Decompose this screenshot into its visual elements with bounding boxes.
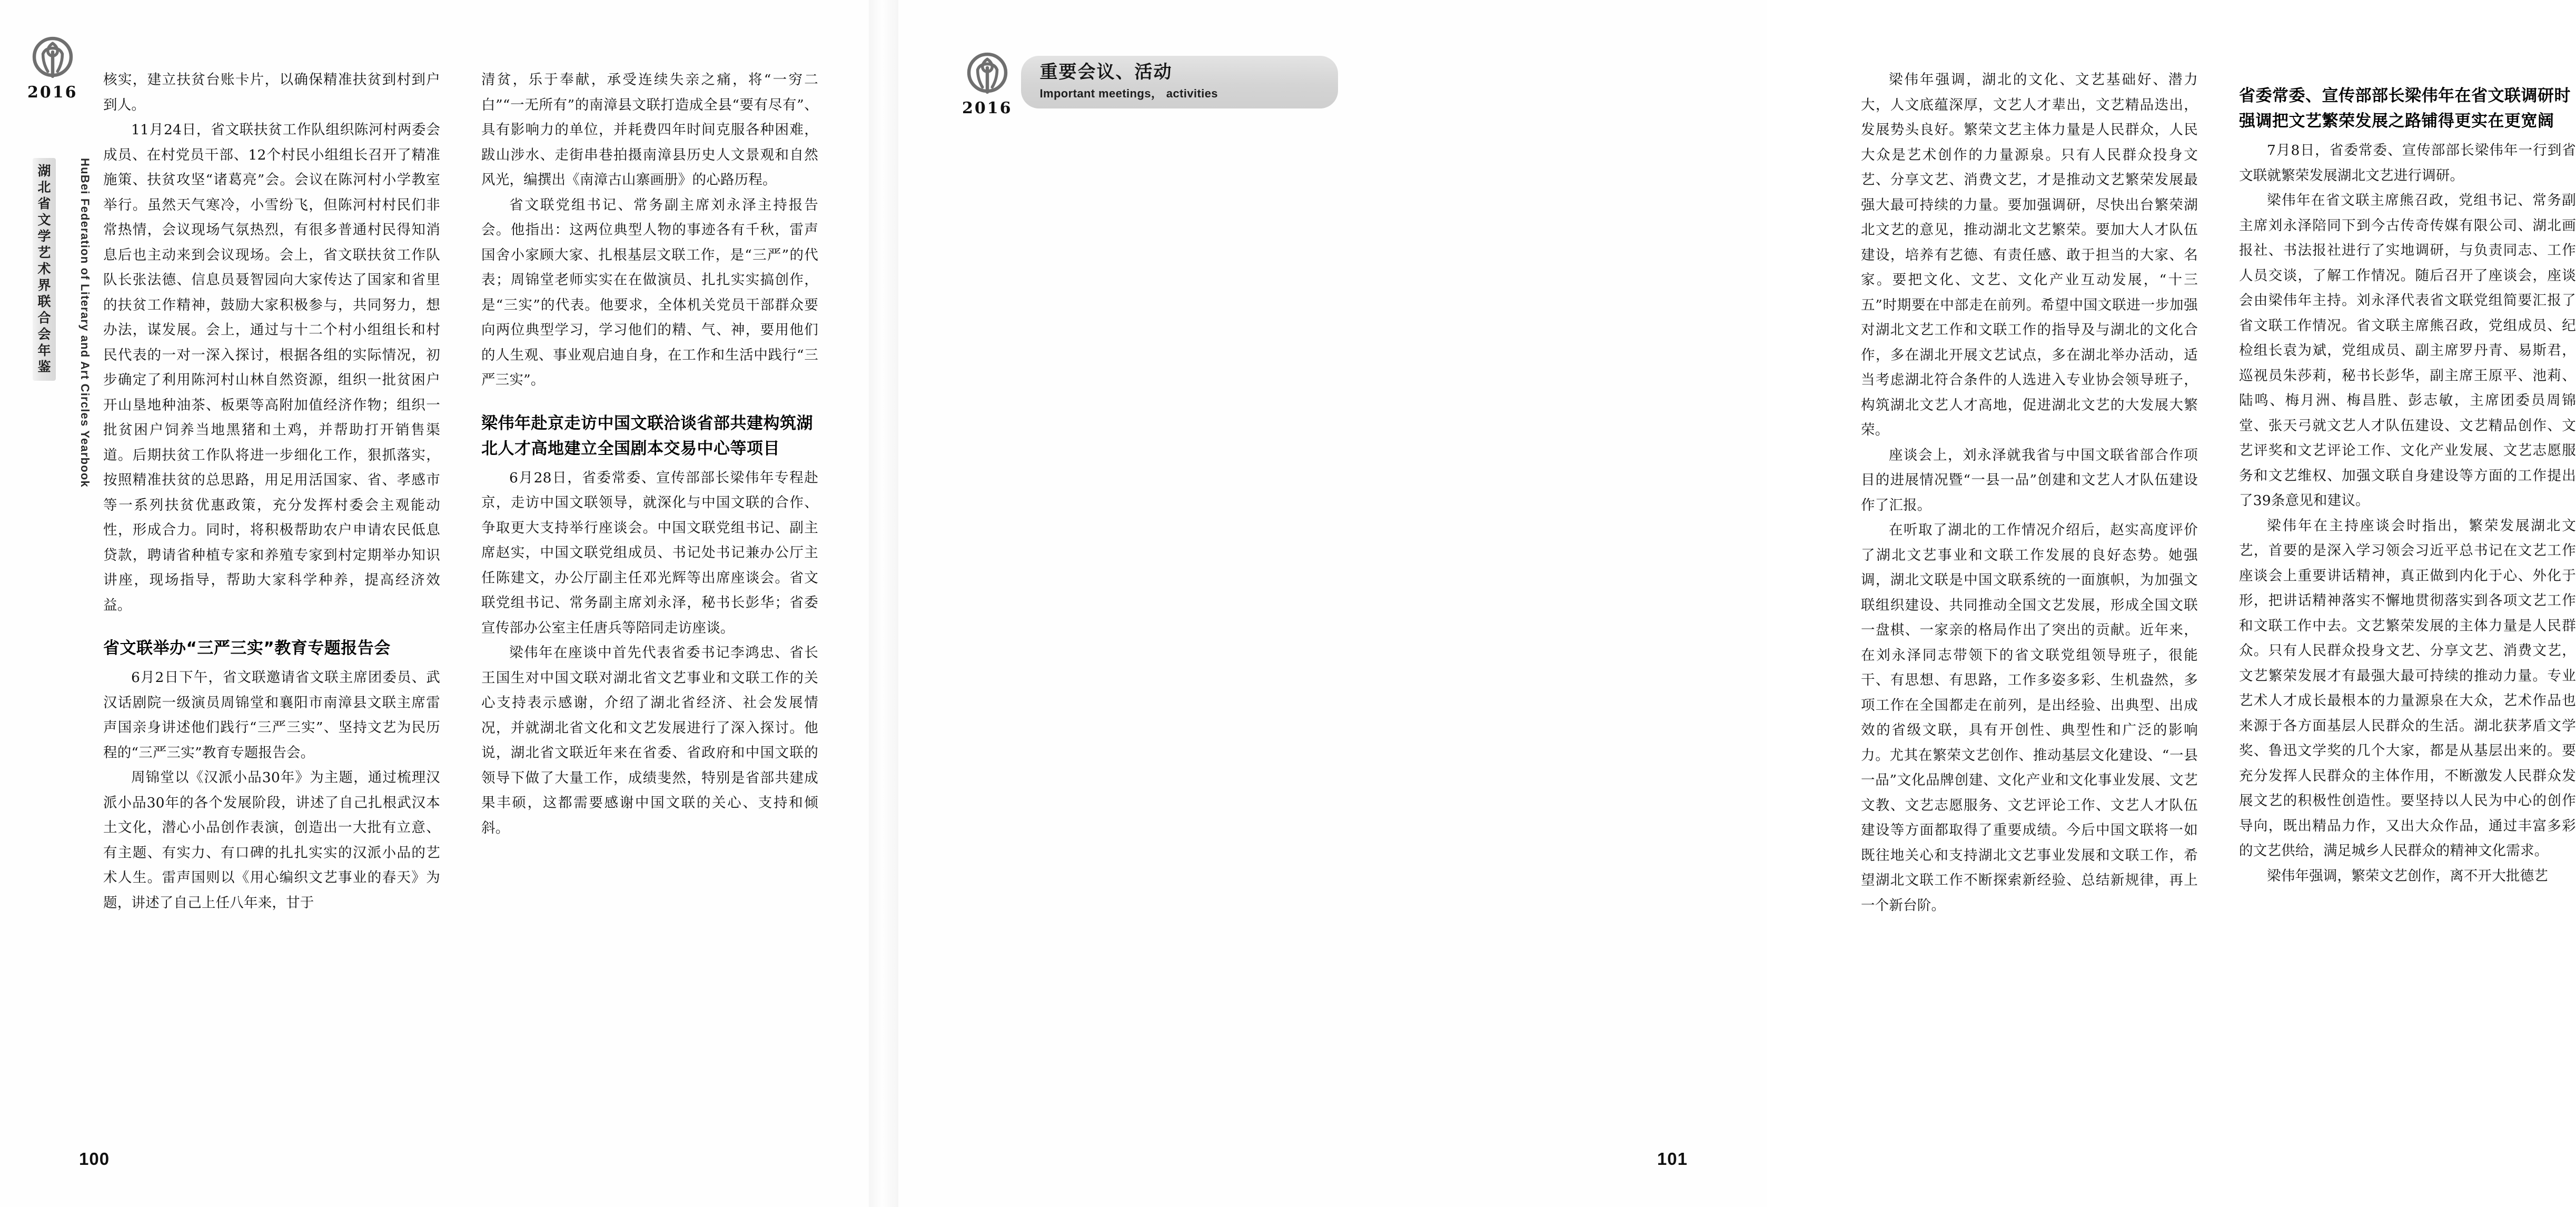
- logo-year-label: 2016: [27, 83, 78, 102]
- spine-char: 省: [37, 196, 51, 211]
- spine-char: 学: [37, 229, 51, 244]
- spine-char: 艺: [37, 245, 51, 260]
- paragraph: 梁伟年在座谈中首先代表省委书记李鸿忠、省长王国生对中国文联对湖北省文艺事业和文联工作的关心支持表示感谢，介绍了湖北省经济、社会发展情况，并就湖北省文化和文艺发展进行了深入探讨。他说，湖北省文联近年来在省委、省政府和中国文联的领导下做了大量工作，成绩斐然，特别是省部共建成果丰硕，这都需要感谢中国文联的关心、支持和倾斜。: [481, 645, 818, 836]
- left-column-1: [103, 67, 440, 915]
- federation-emblem-icon: [963, 48, 1012, 97]
- spine-chinese-title: [33, 158, 56, 381]
- spine-char: 北: [37, 180, 51, 195]
- right-page-columns: [1861, 67, 2576, 918]
- running-head: [962, 48, 1338, 117]
- spine-char: 湖: [37, 163, 51, 179]
- right-column-1: [1861, 67, 2198, 918]
- spine-char: 界: [37, 278, 51, 293]
- paragraph: 7月8日，省委常委、宣传部部长梁伟年一行到省文联就繁荣发展湖北文艺进行调研。: [2239, 142, 2576, 184]
- paragraph: 梁伟年强调，湖北的文化、文艺基础好、潜力大，人文底蕴深厚，文艺人才辈出，文艺精品迭出，发展势头良好。繁荣文艺主体力量是人民群众，人民大众是艺术创作的力量源泉。只有人民群众投身文艺、分享文艺、消费文艺，才是推动文艺繁荣发展最强大最可持续的力量。要加强调研，尽快出台繁荣湖北文艺的意见，推动湖北文艺繁荣。要加大人才队伍建设，培养有艺德、有责任感、敢于担当的大家、名家。要把文化、文艺、文化产业互动发展，“十三五”时期要在中部走在前列。希望中国文联进一步加强对湖北文艺工作和文联工作的指导及与湖北的文化合作，多在湖北开展文艺试点，多在湖北举办活动，适当考虑湖北符合条件的人选进入专业协会领导班子，构筑湖北文艺人才高地，促进湖北文艺的大发展大繁荣。: [1861, 72, 2198, 438]
- spine-char: 鉴: [37, 359, 51, 374]
- paragraph: 6月2日下午，省文联邀请省文联主席团委员、武汉话剧院一级演员周锦堂和襄阳市南漳县文联主席雷声国亲身讲述他们践行“三严三实”、坚持文艺为民历程的“三严三实”教育专题报告会。: [103, 669, 440, 761]
- page-number-right: 101: [1657, 1149, 1688, 1169]
- paragraph: 梁伟年在省文联主席熊召政，党组书记、常务副主席刘永泽陪同下到今古传奇传媒有限公司、湖北画报社、书法报社进行了实地调研，与负责同志、工作人员交谈，了解工作情况。随后召开了座谈会，座谈会由梁伟年主持。刘永泽代表省文联党组简要汇报了省文联工作情况。省文联主席熊召政，党组成员、纪检组长袁为斌，党组成员、副主席罗丹青、易斯君，巡视员朱莎莉，秘书长彭华，副主席王原平、池莉、陆鸣、梅月洲、梅昌胜、彭志敏，主席团委员周锦堂、张天弓就文艺人才队伍建设、文艺精品创作、文艺评奖和文艺评论工作、文化产业发展、文艺志愿服务和文艺维权、加强文联自身建设等方面的工作提出了39条意见和建议。: [2239, 192, 2576, 509]
- yearbook-logo: [27, 33, 78, 102]
- section-heading: 省委常委、宣传部部长梁伟年在省文联调研时强调把文艺繁荣发展之路铺得更实在更宽阔: [2239, 86, 2571, 131]
- spine-char: 术: [37, 261, 51, 276]
- yearbook-logo: [962, 48, 1013, 117]
- spine-char: 会: [37, 327, 51, 342]
- paragraph: 座谈会上，刘永泽就我省与中国文联省部合作项目的进展情况暨“一县一品”创建和文艺人才队伍建设作了汇报。: [1861, 447, 2198, 513]
- paragraph: 梁伟年强调，繁荣文艺创作，离不开大批德艺: [2267, 867, 2548, 884]
- spine-english-title: HuBei Federation of Literary and Art Circles Yearbook: [78, 158, 92, 488]
- running-head-chinese: 重要会议、活动: [1039, 62, 1173, 83]
- section-heading: 梁伟年赴京走访中国文联洽谈省部共建构筑湖北人才高地建立全国剧本交易中心等项目: [481, 413, 813, 458]
- paragraph: 核实，建立扶贫台账卡片，以确保精准扶贫到村到户到人。: [103, 72, 440, 113]
- paragraph: 省文联党组书记、常务副主席刘永泽主持报告会。他指出：这两位典型人物的事迹各有千秋，雷声国舍小家顾大家、扎根基层文联工作，是“三严”的代表；周锦堂老师实实在在做演员、扎扎实实搞创作，是“三实”的代表。他要求，全体机关党员干部群众要向两位典型学习，学习他们的精、气、神，要用他们的人生观、事业观启迪自身，在工作和生活中践行“三严三实”。: [481, 196, 818, 388]
- page-number-left: 100: [79, 1149, 110, 1169]
- paragraph: 在听取了湖北的工作情况介绍后，赵实高度评价了湖北文艺事业和文联工作发展的良好态势。她强调，湖北文联是中国文联系统的一面旗帜，为加强文联组织建设、共同推动全国文艺发展，形成全国文联一盘棋、一家亲的格局作出了突出的贡献。近年来，在刘永泽同志带领下的省文联党组领导班子，很能干、有思想、有思路，工作多姿多彩、生机盎然，多项工作在全国都走在前列，是出经验、出典型、出成效的省级文联，具有开创性、典型性和广泛的影响力。尤其在繁荣文艺创作、推动基层文化建设、“一县一品”文化品牌创建、文化产业和文化事业发展、文艺文教、文艺志愿服务、文艺评论工作、文艺人才队伍建设等方面都取得了重要成绩。今后中国文联将一如既往地关心和支持湖北文艺事业发展和文联工作，希望湖北文联工作不断探索新经验、总结新规律，再上一个新台阶。: [1861, 522, 2198, 914]
- paragraph: 11月24日，省文联扶贫工作队组织陈河村两委会成员、在村党员干部、12个村民小组组长召开了精准施策、扶贫攻坚“诸葛亮”会。会议在陈河村小学教室举行。虽然天气寒冷，小雪纷飞，但陈河村村民们非常热情，会议现场气氛热烈，有很多普通村民得知消息后也主动来到会议现场。会上，省文联扶贫工作队队长张法德、信息员聂智园向大家传达了国家和省里的扶贫工作精神，鼓励大家积极参与，共同努力，想办法，谋发展。会上，通过与十二个村小组组长和村民代表的一对一深入探讨，根据各组的实际情况，初步确定了利用陈河村山林自然资源，组织一批贫困户开山垦地种油茶、板栗等高附加值经济作物；组织一批贫困户饲养当地黑猪和土鸡，并帮助打开销售渠道。后期扶贫工作队将进一步细化工作，狠抓落实，按照精准扶贫的总思路，用足用活国家、省、孝感市等一系列扶贫优惠政策，充分发挥村委会主观能动性，形成合力。同时，将积极帮助农户申请农民低息贷款，聘请省种植专家和养殖专家到村定期举办知识讲座，现场指导，帮助大家科学种养，提高经济效益。: [103, 122, 440, 614]
- logo-year-label: 2016: [962, 99, 1013, 117]
- right-page: [883, 0, 2576, 1207]
- running-head-english: Important meetings， activities: [1039, 87, 1218, 101]
- federation-emblem-icon: [28, 33, 77, 81]
- paragraph: 6月28日，省委常委、宣传部部长梁伟年专程赴京，走访中国文联领导，就深化与中国文联的合作、争取更大支持举行座谈会。中国文联党组书记、副主席赵实，中国文联党组成员、书记处书记兼办公厅主任陈建文，办公厅副主任邓光辉等出席座谈会。省文联党组书记、常务副主席刘永泽，秘书长彭华；省委宣传部办公室主任唐兵等陪同走访座谈。: [481, 469, 818, 636]
- paragraph: 梁伟年在主持座谈会时指出，繁荣发展湖北文艺，首要的是深入学习领会习近平总书记在文艺工作座谈会上重要讲话精神，真正做到内化于心、外化于形，把讲话精神落实不懈地贯彻落实到各项文艺工作和文联工作中去。文艺繁荣发展的主体力量是人民群众。只有人民群众投身文艺、分享文艺、消费文艺，文艺繁荣发展才有最强大最可持续的推动力量。专业艺术人才成长最根本的力量源泉在大众，艺术作品也来源于各方面基层人民群众的生活。湖北获茅盾文学奖、鲁迅文学奖的几个大家，都是从基层出来的。要充分发挥人民群众的主体作用，不断激发人民群众发展文艺的积极性创造性。要坚持以人民为中心的创作导向，既出精品力作，又出大众作品，通过丰富多彩的文艺供给，满足城乡人民群众的精神文化需求。: [2239, 517, 2576, 859]
- spine-char: 联: [37, 294, 51, 309]
- paragraph: 周锦堂以《汉派小品30年》为主题，通过梳理汉派小品30年的各个发展阶段，讲述了自己扎根武汉本土文化，潜心小品创作表演，创造出一大批有立意、有主题、有实力、有口碑的扎扎实实的汉派小品的艺术人生。雷声国则以《用心编织文艺事业的春天》为题，讲述了自己上任八年来，甘于: [103, 769, 440, 911]
- left-column-2: [481, 67, 818, 915]
- section-heading: 省文联举办“三严三实”教育专题报告会: [103, 639, 391, 658]
- running-head-pill: [1021, 56, 1338, 108]
- right-column-2: [2239, 67, 2576, 918]
- left-page-columns: [103, 67, 818, 915]
- paragraph: 清贫，乐于奉献，承受连续失亲之痛，将“一穷二白”“一无所有”的南漳县文联打造成全县“要有尽有”、具有影响力的单位，并耗费四年时间克服各种困难，跋山涉水、走街串巷拍摄南漳县历史人文景观和自然风光，编撰出《南漳古山寨画册》的心路历程。: [481, 72, 818, 188]
- spine-char: 文: [37, 212, 51, 227]
- spine-char: 合: [37, 310, 51, 325]
- left-page: [0, 0, 883, 1207]
- spine-char: 年: [37, 343, 51, 358]
